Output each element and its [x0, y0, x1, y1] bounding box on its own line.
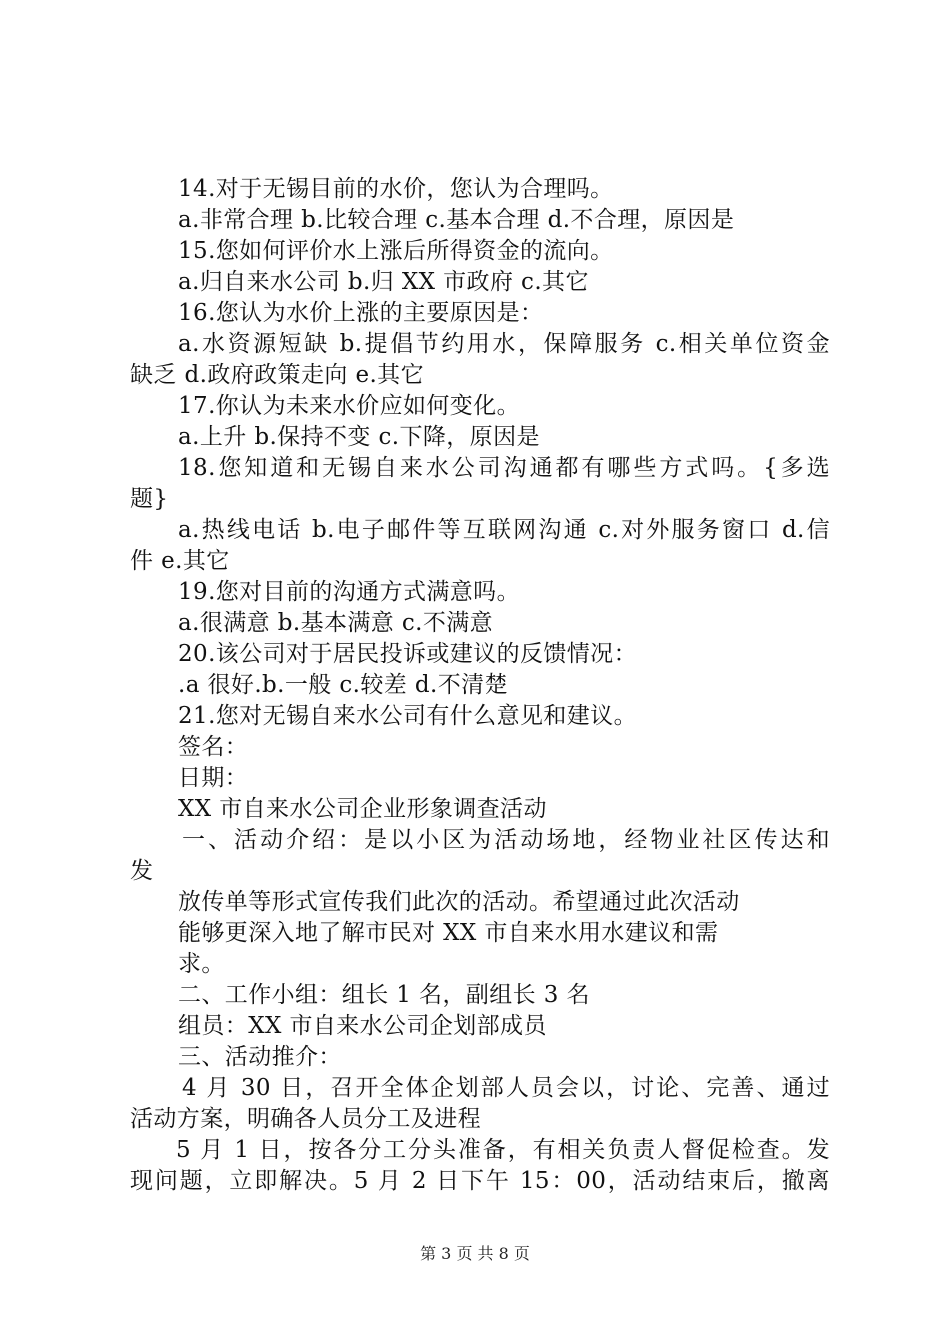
- question-18-line-1: 18.您知道和无锡自来水公司沟通都有哪些方式吗。{多选: [178, 455, 830, 481]
- question-17: 17.你认为未来水价应如何变化。: [178, 393, 520, 419]
- intro-line-3: 放传单等形式宣传我们此次的活动。希望通过此次活动: [178, 889, 740, 915]
- question-16: 16.您认为水价上涨的主要原因是：: [178, 300, 544, 326]
- options-20: .a 很好.b.一般 c.较差 d.不清楚: [178, 672, 508, 698]
- options-18-line-1: a.热线电话 b.电子邮件等互联网沟通 c.对外服务窗口 d.信: [178, 517, 830, 543]
- schedule-apr30-line-1: 4 月 30 日，召开全体企划部人员会以，讨论、完善、通过: [182, 1075, 830, 1101]
- question-15: 15.您如何评价水上涨后所得资金的流向。: [178, 238, 614, 264]
- schedule-may1-line-1: 5 月 1 日，按各分工分头准备，有相关负责人督促检查。发: [176, 1137, 830, 1163]
- promotion-heading: 三、活动推介：: [178, 1044, 342, 1070]
- options-16-line-1: a.水资源短缺 b.提倡节约用水，保障服务 c.相关单位资金: [178, 331, 830, 357]
- intro-line-4: 能够更深入地了解市民对 XX 市自来水用水建议和需: [178, 920, 719, 946]
- options-18-line-2: 件 e.其它: [130, 548, 230, 574]
- options-17: a.上升 b.保持不变 c.下降，原因是: [178, 424, 540, 450]
- intro-line-2: 发: [130, 858, 154, 884]
- question-18-line-2: 题}: [130, 486, 169, 512]
- question-19: 19.您对目前的沟通方式满意吗。: [178, 579, 520, 605]
- schedule-may1-line-2: 现问题，立即解决。5 月 2 日下午 15：00，活动结束后，撤离: [130, 1168, 830, 1194]
- intro-line-1: 一、活动介绍：是以小区为活动场地，经物业社区传达和: [182, 827, 830, 853]
- question-20: 20.该公司对于居民投诉或建议的反馈情况：: [178, 641, 637, 667]
- date-label: 日期：: [178, 765, 249, 791]
- document-body: [130, 174, 830, 1197]
- options-19: a.很满意 b.基本满意 c.不满意: [178, 610, 494, 636]
- question-14: 14.对于无锡目前的水价，您认为合理吗。: [178, 176, 614, 202]
- team-members: 组员：XX 市自来水公司企划部成员: [178, 1013, 547, 1039]
- options-14: a.非常合理 b.比较合理 c.基本合理 d.不合理，原因是: [178, 207, 735, 233]
- team-heading: 二、工作小组：组长 1 名，副组长 3 名: [178, 982, 590, 1008]
- question-21: 21.您对无锡自来水公司有什么意见和建议。: [178, 703, 637, 729]
- options-16-line-2: 缺乏 d.政府政策走向 e.其它: [130, 362, 424, 388]
- page-number-footer: 第 3 页 共 8 页: [420, 1244, 530, 1263]
- signature-label: 签名：: [178, 734, 249, 760]
- schedule-apr30-line-2: 活动方案，明确各人员分工及进程: [130, 1106, 481, 1132]
- intro-line-5: 求。: [178, 951, 225, 977]
- section-title: XX 市自来水公司企业形象调查活动: [178, 796, 547, 822]
- options-15: a.归自来水公司 b.归 XX 市政府 c.其它: [178, 269, 589, 295]
